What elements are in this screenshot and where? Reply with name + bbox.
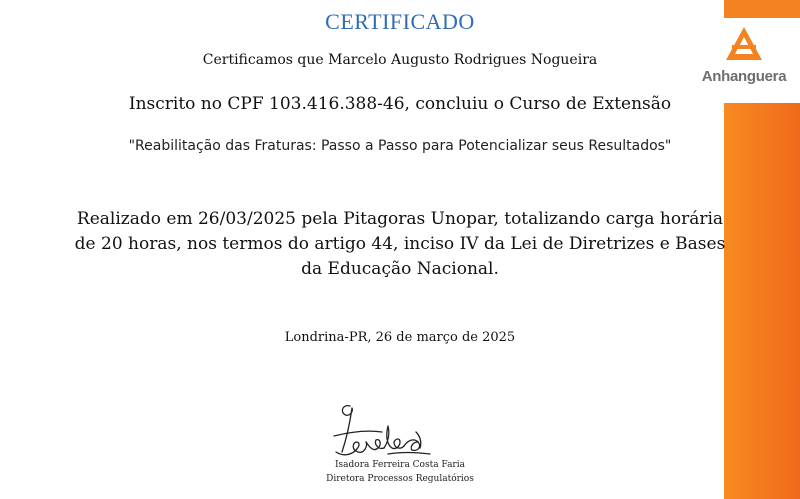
- signatory-name: Isadora Ferreira Costa Faria: [335, 460, 465, 470]
- course-name: "Reabilitação das Fraturas: Passo a Passo para Potencializar seus Resultados": [128, 138, 672, 154]
- realization-statement: Realizado em 26/03/2025 pela Pitagoras Unopar, totalizando carga horária de 20 horas, nos termos do artigo 44, inciso IV da Lei de Diretrizes e Bases da Educação Nacional.: [74, 209, 726, 279]
- certificate-title: CERTIFICADO: [325, 9, 475, 34]
- signatory-role: Diretora Processos Regulatórios: [326, 474, 474, 484]
- cpf-line: Inscrito no CPF 103.416.388-46, concluiu o Curso de Extensão: [128, 94, 672, 114]
- place-date: Londrina-PR, 26 de março de 2025: [284, 330, 516, 345]
- logo-text: Anhanguera: [701, 68, 787, 85]
- certify-line: Certificamos que Marcelo Augusto Rodrigues Nogueira: [202, 52, 598, 68]
- handwritten-signature: [330, 402, 440, 460]
- brand-strip-body: [724, 103, 800, 499]
